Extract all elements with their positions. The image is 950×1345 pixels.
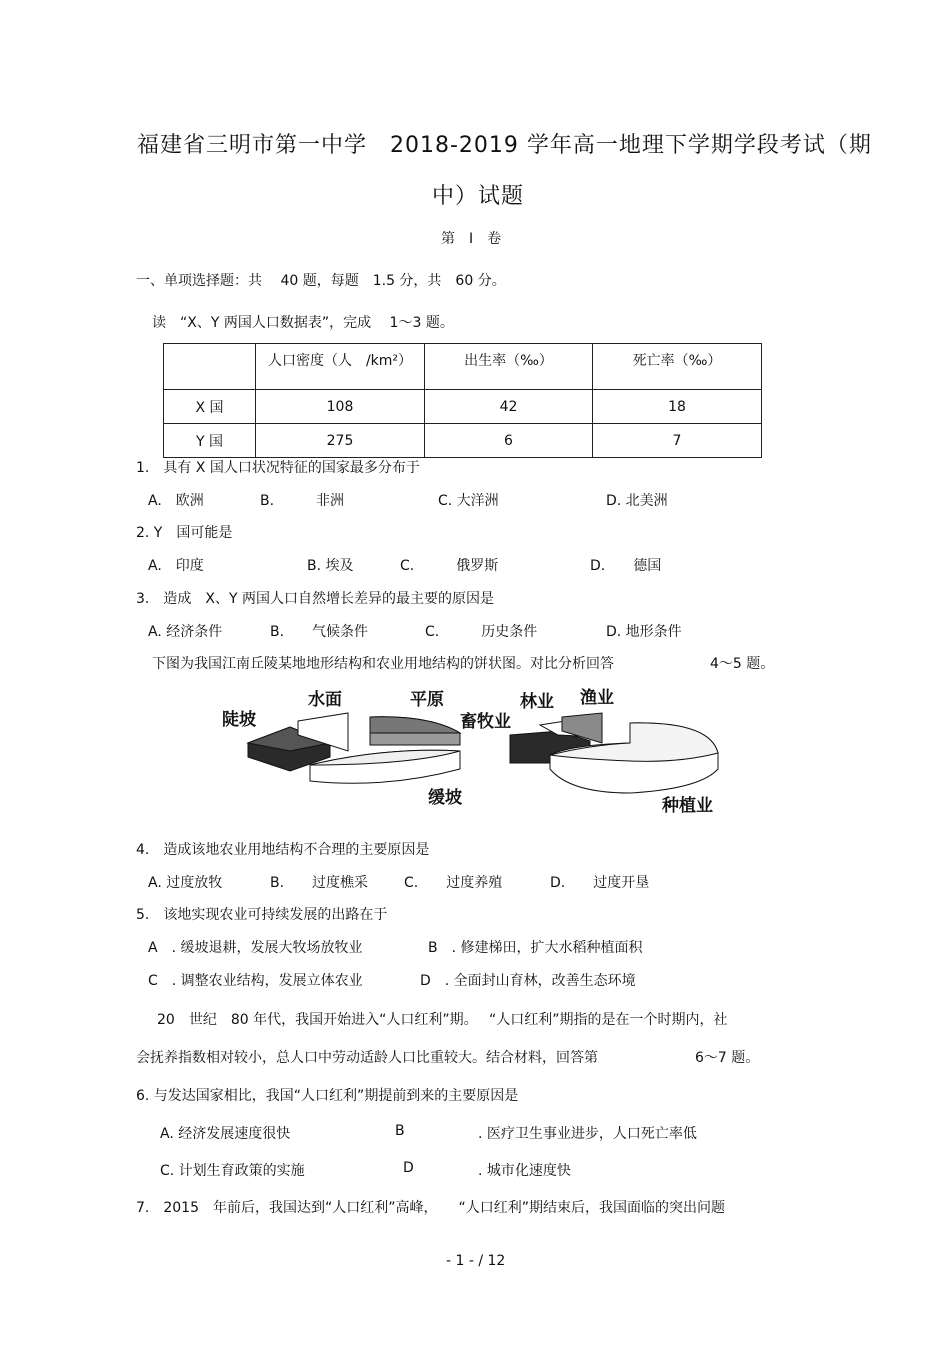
question-5-stem: 5. 该地实现农业可持续发展的出路在于 [136,907,388,923]
pie-slice-gentle-slope [310,750,460,783]
question-6-option-c: C. 计划生育政策的实施 [160,1163,305,1179]
question-6-option-b-letter: B [395,1123,405,1139]
question-5-option-c: C . 调整农业结构，发展立体农业 [148,973,363,989]
question-4-option-b: B. 过度樵采 [270,875,369,891]
intro-1-3: 读 “X、Y 两国人口数据表”，完成 1～3 题。 [152,315,454,331]
table-cell: Y 国 [164,424,256,458]
table-header-cell: 死亡率（‰） [593,344,762,390]
question-5-option-d: D . 全面封山育林，改善生态环境 [420,973,636,989]
question-1-stem: 1. 具有 X 国人口状况特征的国家最多分布于 [136,460,420,476]
question-6-option-b: . 医疗卫生事业进步，人口死亡率低 [478,1126,697,1142]
table-cell: 275 [256,424,425,458]
question-2-stem: 2. Y 国可能是 [136,525,233,541]
question-1-option-a: A. 欧洲 [148,493,204,509]
table-header-cell: 人口密度（人 /km²） [256,344,425,390]
table-cell: 108 [256,390,425,424]
agriculture-pie-chart [460,687,718,816]
label-crop-farming: 种植业 [662,796,713,816]
section-heading: 一、单项选择题：共 40 题，每题 1.5 分，共 60 分。 [136,273,506,289]
question-4-option-c: C. 过度养殖 [404,875,503,891]
question-3-stem: 3. 造成 X、Y 两国人口自然增长差异的最主要的原因是 [136,591,494,607]
table-header-cell: 出生率（‰） [425,344,593,390]
label-forestry: 林业 [520,692,554,712]
question-6-option-d-letter: D [403,1160,414,1176]
question-3-option-a: A. 经济条件 [148,624,223,640]
table-header-row [164,344,762,390]
page-footer: - 1 - / 12 [446,1253,506,1269]
question-2-option-a: A. 印度 [148,558,204,574]
pie-slice-plain [370,717,460,745]
question-2-option-d: D. 德国 [590,558,662,574]
table-header-cell [164,344,256,390]
question-3-option-c: C. 历史条件 [425,624,538,640]
table-row [164,424,762,458]
table-row [164,390,762,424]
question-5-option-a: A . 缓坡退耕，发展大牧场放牧业 [148,940,363,956]
label-water: 水面 [308,690,342,710]
label-gentle-slope: 缓坡 [428,788,462,808]
material-paragraph-range: 6～7 题。 [695,1050,760,1066]
question-1-option-c: C. 大洋洲 [438,493,499,509]
volume-heading: 第 Ⅰ 卷 [441,231,502,247]
terrain-pie-chart [222,689,463,808]
intro-4-5-range: 4～5 题。 [710,656,775,672]
table-cell: 18 [593,390,762,424]
pie-charts-figure [210,685,730,820]
question-3-option-b: B. 气候条件 [270,624,369,640]
question-6-option-d: . 城市化速度快 [478,1163,571,1179]
label-plain: 平原 [410,690,444,710]
population-table [163,343,762,458]
question-2-option-c: C. 俄罗斯 [400,558,499,574]
question-5-option-b: B . 修建梯田，扩大水稻种植面积 [428,940,643,956]
table-cell: 42 [425,390,593,424]
question-3-option-d: D. 地形条件 [606,624,682,640]
question-7-stem: 7. 2015 年前后，我国达到“人口红利”高峰， “人口红利”期结束后，我国面临的突出问题 [136,1200,725,1216]
label-steep-slope: 陡坡 [222,710,256,730]
page-title-line2: 中）试题 [432,184,525,209]
question-1-option-b: B. 非洲 [260,493,345,509]
table-cell: 7 [593,424,762,458]
question-6-stem: 6. 与发达国家相比，我国“人口红利”期提前到来的主要原因是 [136,1088,519,1104]
table-cell: X 国 [164,390,256,424]
label-animal-husbandry: 畜牧业 [460,712,511,732]
question-4-option-a: A. 过度放牧 [148,875,223,891]
label-fishery: 渔业 [580,688,614,708]
table-cell: 6 [425,424,593,458]
question-1-option-d: D. 北美洲 [606,493,668,509]
question-4-stem: 4. 造成该地农业用地结构不合理的主要原因是 [136,842,430,858]
intro-4-5: 下图为我国江南丘陵某地地形结构和农业用地结构的饼状图。对比分析回答 [152,656,614,672]
question-6-option-a: A. 经济发展速度很快 [160,1126,291,1142]
question-2-option-b: B. 埃及 [307,558,354,574]
material-paragraph-line1: 20 世纪 80 年代，我国开始进入“人口红利”期。 “人口红利”期指的是在一个时期内，社 [157,1012,728,1028]
material-paragraph-line2: 会抚养指数相对较小，总人口中劳动适龄人口比重较大。结合材料，回答第 [136,1050,598,1066]
question-4-option-d: D. 过度开垦 [550,875,650,891]
page-title: 福建省三明市第一中学 2018-2019 学年高一地理下学期学段考试（期 [137,133,872,158]
